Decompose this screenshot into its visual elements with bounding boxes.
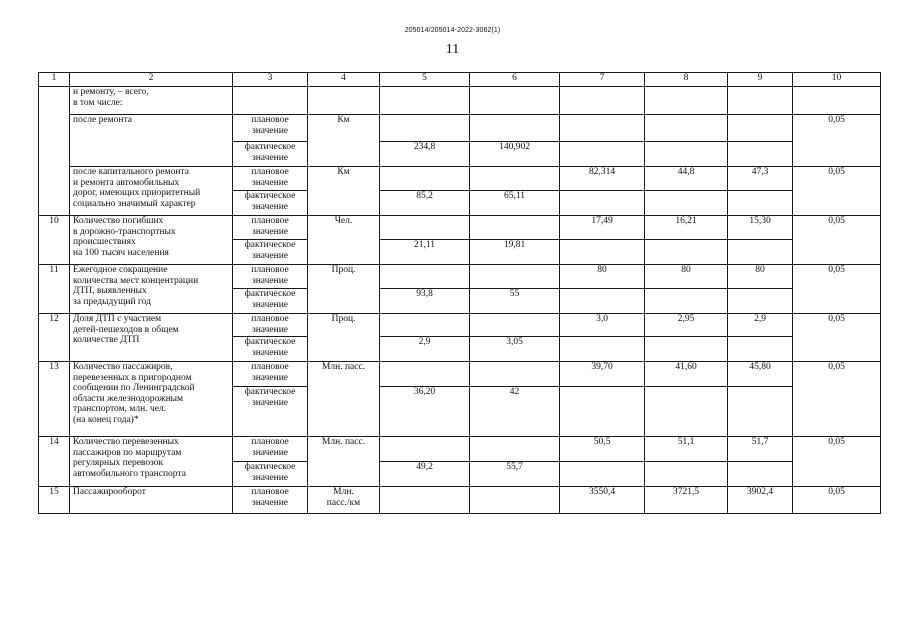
value-cell: 3,0 <box>560 314 645 337</box>
row-number: 13 <box>39 362 70 437</box>
value-type-label: фактическое значение <box>233 289 308 314</box>
value-cell <box>380 265 470 289</box>
value-cell <box>645 115 728 142</box>
table-body <box>39 73 881 514</box>
table-row <box>39 216 881 240</box>
value-cell: 2,9 <box>380 337 470 362</box>
value-cell: 80 <box>645 265 728 289</box>
indicator-name: Ежегодное сокращение количества мест концентрации ДТП, выявленных за предыдущий год <box>70 265 233 314</box>
value-cell: 85,2 <box>380 191 470 216</box>
value-cell <box>728 191 793 216</box>
value-cell: 3902,4 <box>728 487 793 514</box>
row-number: 12 <box>39 314 70 362</box>
column-header: 1 <box>39 73 70 87</box>
value-type-label: плановое значение <box>233 265 308 289</box>
document-id: 205014/205014-2022-3062(1) <box>404 27 501 34</box>
weight-value: 0,05 <box>793 487 881 514</box>
unit-label: Км <box>308 167 380 216</box>
value-cell <box>560 191 645 216</box>
value-cell: 3,05 <box>470 337 560 362</box>
value-cell: 15,30 <box>728 216 793 240</box>
unit-label: Проц. <box>308 265 380 314</box>
row-number: 15 <box>39 487 70 514</box>
value-cell <box>560 115 645 142</box>
value-cell: 51,1 <box>645 437 728 462</box>
indicator-name: Количество пассажиров, перевезенных в пригородном сообщении по Ленинградской области железнодорожным транспортом, млн. чел. (на конец года)* <box>70 362 233 437</box>
value-cell <box>470 437 560 462</box>
value-cell <box>380 115 470 142</box>
value-cell <box>728 115 793 142</box>
value-cell <box>560 337 645 362</box>
column-header: 4 <box>308 73 380 87</box>
weight-value: 0,05 <box>793 265 881 314</box>
value-cell: 45,80 <box>728 362 793 387</box>
value-cell: 3550,4 <box>560 487 645 514</box>
value-cell: 55,7 <box>470 462 560 487</box>
value-cell: 36,20 <box>380 387 470 437</box>
value-cell: 82,314 <box>560 167 645 191</box>
value-cell: 39,70 <box>560 362 645 387</box>
page-number: 11 <box>445 42 460 57</box>
column-header: 10 <box>793 73 881 87</box>
weight-value: 0,05 <box>793 115 881 167</box>
indicator-name: и ремонту, – всего, в том числе: <box>70 87 233 115</box>
value-cell <box>560 462 645 487</box>
value-cell: 234,8 <box>380 142 470 167</box>
row-number: 14 <box>39 437 70 487</box>
weight-value: 0,05 <box>793 437 881 487</box>
value-cell <box>645 191 728 216</box>
value-cell: 80 <box>560 265 645 289</box>
value-cell: 16,21 <box>645 216 728 240</box>
column-header: 6 <box>470 73 560 87</box>
empty-cell <box>470 87 560 115</box>
value-cell: 93,8 <box>380 289 470 314</box>
value-type-label: фактическое значение <box>233 142 308 167</box>
column-header: 8 <box>645 73 728 87</box>
unit-label: Млн. пасс. <box>308 437 380 487</box>
value-cell: 3721,5 <box>645 487 728 514</box>
value-cell: 2,9 <box>728 314 793 337</box>
value-cell: 50,5 <box>560 437 645 462</box>
value-type-label: фактическое значение <box>233 337 308 362</box>
unit-label: Проц. <box>308 314 380 362</box>
unit-label: Чел. <box>308 216 380 265</box>
table-row <box>39 314 881 337</box>
empty-cell <box>793 87 881 115</box>
indicator-name: Доля ДТП с участием детей-пешеходов в общем количестве ДТП <box>70 314 233 362</box>
value-cell <box>728 142 793 167</box>
empty-cell <box>233 87 308 115</box>
value-cell <box>728 289 793 314</box>
unit-label: Млн. пасс./км <box>308 487 380 514</box>
value-cell <box>380 314 470 337</box>
value-type-label: плановое значение <box>233 437 308 462</box>
value-type-label: плановое значение <box>233 314 308 337</box>
value-type-label: фактическое значение <box>233 240 308 265</box>
value-cell <box>560 142 645 167</box>
value-cell: 42 <box>470 387 560 437</box>
value-cell <box>645 462 728 487</box>
indicator-name: после капитального ремонта и ремонта автомобильных дорог, имеющих приоритетный социально значимый характер <box>70 167 233 216</box>
column-header: 3 <box>233 73 308 87</box>
value-cell: 19,81 <box>470 240 560 265</box>
value-type-label: плановое значение <box>233 487 308 514</box>
value-cell: 49,2 <box>380 462 470 487</box>
value-cell <box>380 437 470 462</box>
table-row <box>39 362 881 387</box>
value-type-label: плановое значение <box>233 216 308 240</box>
weight-value: 0,05 <box>793 167 881 216</box>
table-row <box>39 437 881 462</box>
weight-value: 0,05 <box>793 216 881 265</box>
column-header: 5 <box>380 73 470 87</box>
value-cell <box>560 387 645 437</box>
indicator-name: Пассажирооборот <box>70 487 233 514</box>
value-cell <box>470 265 560 289</box>
indicator-name: после ремонта <box>70 115 233 167</box>
row-number-cell <box>39 87 70 216</box>
weight-value: 0,05 <box>793 314 881 362</box>
value-cell <box>645 387 728 437</box>
value-cell <box>728 240 793 265</box>
value-type-label: фактическое значение <box>233 462 308 487</box>
unit-label: Млн. пасс. <box>308 362 380 437</box>
value-cell <box>380 167 470 191</box>
table-row <box>39 487 881 514</box>
indicators-table <box>38 72 881 514</box>
table-row <box>39 115 881 142</box>
value-cell <box>470 487 560 514</box>
indicator-name: Количество погибших в дорожно-транспортных происшествиях на 100 тысяч населения <box>70 216 233 265</box>
value-cell <box>470 216 560 240</box>
value-cell <box>728 462 793 487</box>
column-header: 2 <box>70 73 233 87</box>
row-number: 11 <box>39 265 70 314</box>
table-row <box>39 265 881 289</box>
value-cell: 55 <box>470 289 560 314</box>
value-cell: 140,902 <box>470 142 560 167</box>
value-cell <box>645 142 728 167</box>
row-number: 10 <box>39 216 70 265</box>
value-cell <box>645 240 728 265</box>
value-type-label: плановое значение <box>233 167 308 191</box>
value-cell: 80 <box>728 265 793 289</box>
value-cell <box>560 289 645 314</box>
column-header: 7 <box>560 73 645 87</box>
value-cell <box>560 240 645 265</box>
value-cell: 65,11 <box>470 191 560 216</box>
value-cell: 41,60 <box>645 362 728 387</box>
table-row <box>39 167 881 191</box>
value-cell: 44,8 <box>645 167 728 191</box>
column-header-row <box>39 73 881 87</box>
value-type-label: плановое значение <box>233 115 308 142</box>
unit-label: Км <box>308 115 380 167</box>
value-cell <box>728 337 793 362</box>
value-cell: 17,49 <box>560 216 645 240</box>
empty-cell <box>645 87 728 115</box>
value-cell: 51,7 <box>728 437 793 462</box>
value-cell <box>645 337 728 362</box>
value-cell <box>645 289 728 314</box>
value-cell <box>380 362 470 387</box>
value-cell: 47,3 <box>728 167 793 191</box>
value-cell <box>380 216 470 240</box>
value-type-label: фактическое значение <box>233 191 308 216</box>
indicator-name: Количество перевезенных пассажиров по маршрутам регулярных перевозок автомобильного транспорта <box>70 437 233 487</box>
table-row <box>39 87 881 115</box>
empty-cell <box>560 87 645 115</box>
value-cell <box>470 115 560 142</box>
weight-value: 0,05 <box>793 362 881 437</box>
column-header: 9 <box>728 73 793 87</box>
empty-cell <box>380 87 470 115</box>
value-cell <box>470 362 560 387</box>
value-type-label: плановое значение <box>233 362 308 387</box>
value-cell <box>380 487 470 514</box>
empty-cell <box>308 87 380 115</box>
value-cell: 2,95 <box>645 314 728 337</box>
value-type-label: фактическое значение <box>233 387 308 437</box>
value-cell <box>470 167 560 191</box>
value-cell: 21,11 <box>380 240 470 265</box>
value-cell <box>728 387 793 437</box>
value-cell <box>470 314 560 337</box>
empty-cell <box>728 87 793 115</box>
